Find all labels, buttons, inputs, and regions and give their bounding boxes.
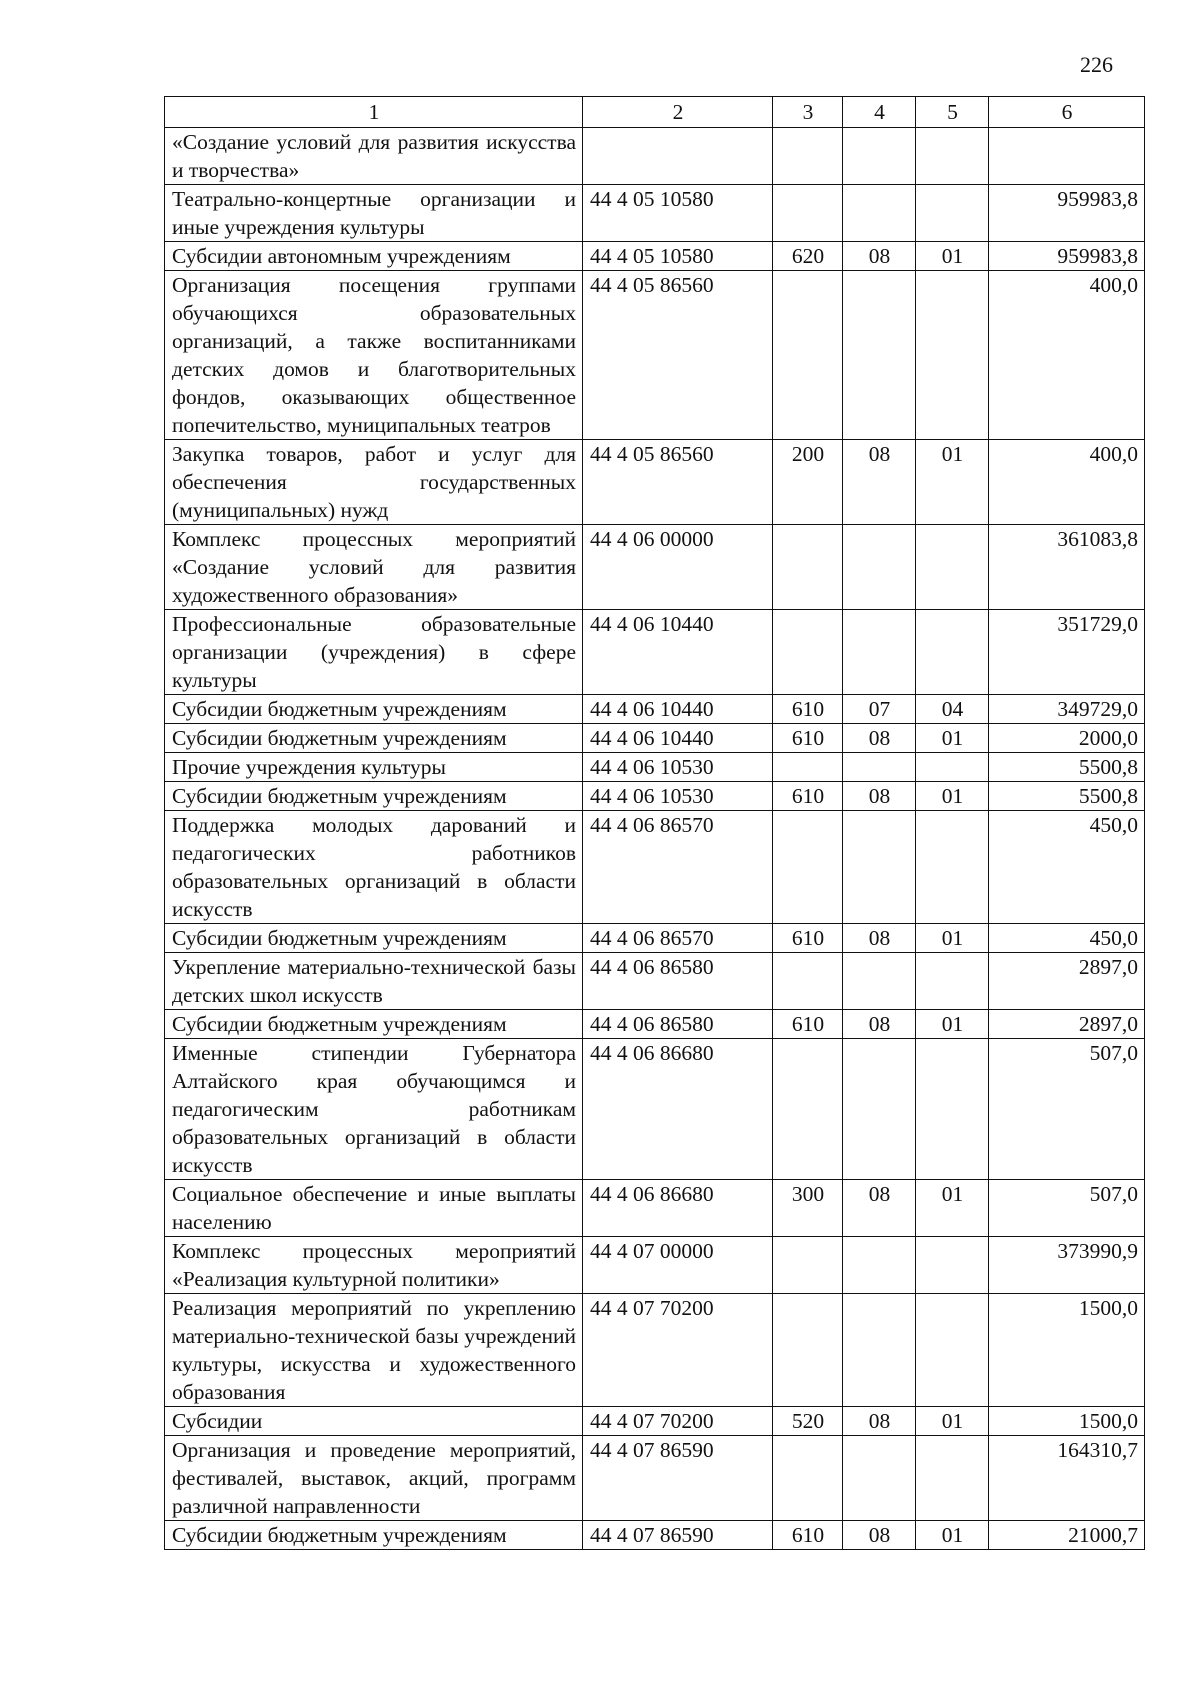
row-amount-cell: 959983,8 bbox=[989, 242, 1145, 271]
row-section-cell bbox=[843, 1436, 916, 1521]
row-section-cell bbox=[843, 753, 916, 782]
row-expense-type-cell bbox=[773, 811, 843, 924]
row-code-cell: 44 4 07 00000 bbox=[583, 1237, 773, 1294]
row-expense-type-cell bbox=[773, 1294, 843, 1407]
row-amount-cell: 21000,7 bbox=[989, 1521, 1145, 1550]
row-name-cell: Поддержка молодых дарований и педагогических работников образовательных организаций в области искусств bbox=[165, 811, 583, 924]
row-expense-type-cell: 610 bbox=[773, 924, 843, 953]
table-row bbox=[165, 1521, 1145, 1550]
row-subsection-cell: 04 bbox=[916, 695, 989, 724]
row-subsection-cell bbox=[916, 1436, 989, 1521]
row-code-cell: 44 4 07 70200 bbox=[583, 1407, 773, 1436]
row-name-cell: Субсидии бюджетным учреждениям bbox=[165, 695, 583, 724]
row-expense-type-cell bbox=[773, 953, 843, 1010]
row-section-cell: 08 bbox=[843, 242, 916, 271]
row-subsection-cell: 01 bbox=[916, 1521, 989, 1550]
row-subsection-cell bbox=[916, 1039, 989, 1180]
table-row bbox=[165, 953, 1145, 1010]
table-body bbox=[165, 128, 1145, 1550]
page-number: 226 bbox=[1080, 52, 1113, 77]
row-code-cell: 44 4 06 86680 bbox=[583, 1180, 773, 1237]
row-amount-cell: 959983,8 bbox=[989, 185, 1145, 242]
row-amount-cell: 361083,8 bbox=[989, 525, 1145, 610]
column-header: 6 bbox=[989, 97, 1145, 128]
row-expense-type-cell bbox=[773, 525, 843, 610]
row-section-cell: 08 bbox=[843, 1407, 916, 1436]
row-section-cell bbox=[843, 811, 916, 924]
row-amount-cell: 450,0 bbox=[989, 924, 1145, 953]
row-code-cell: 44 4 06 10530 bbox=[583, 753, 773, 782]
row-amount-cell: 1500,0 bbox=[989, 1294, 1145, 1407]
row-expense-type-cell bbox=[773, 1237, 843, 1294]
table-row bbox=[165, 128, 1145, 185]
budget-table bbox=[164, 96, 1145, 1550]
row-code-cell: 44 4 06 10440 bbox=[583, 724, 773, 753]
row-code-cell: 44 4 07 86590 bbox=[583, 1521, 773, 1550]
column-header: 4 bbox=[843, 97, 916, 128]
row-subsection-cell bbox=[916, 753, 989, 782]
row-amount-cell: 373990,9 bbox=[989, 1237, 1145, 1294]
row-subsection-cell bbox=[916, 525, 989, 610]
table-row bbox=[165, 724, 1145, 753]
row-name-cell: Субсидии бюджетным учреждениям bbox=[165, 782, 583, 811]
row-code-cell: 44 4 06 86570 bbox=[583, 811, 773, 924]
row-subsection-cell: 01 bbox=[916, 1180, 989, 1237]
row-amount-cell: 450,0 bbox=[989, 811, 1145, 924]
row-code-cell: 44 4 05 86560 bbox=[583, 440, 773, 525]
row-section-cell bbox=[843, 185, 916, 242]
row-expense-type-cell bbox=[773, 128, 843, 185]
row-name-cell: Социальное обеспечение и иные выплаты населению bbox=[165, 1180, 583, 1237]
row-amount-cell: 400,0 bbox=[989, 271, 1145, 440]
row-code-cell bbox=[583, 128, 773, 185]
row-code-cell: 44 4 06 10440 bbox=[583, 695, 773, 724]
table-row bbox=[165, 185, 1145, 242]
row-subsection-cell bbox=[916, 953, 989, 1010]
table-row bbox=[165, 271, 1145, 440]
row-amount-cell: 2000,0 bbox=[989, 724, 1145, 753]
row-name-cell: Именные стипендии Губернатора Алтайского края обучающимся и педагогическим работникам образовательных организаций в области искусств bbox=[165, 1039, 583, 1180]
row-name-cell: Организация посещения группами обучающихся образовательных организаций, а также воспитанниками детских домов и благотворительных фондов, оказывающих общественное попечительство, муниципальных театров bbox=[165, 271, 583, 440]
column-header: 1 bbox=[165, 97, 583, 128]
table-row bbox=[165, 440, 1145, 525]
row-section-cell bbox=[843, 525, 916, 610]
row-code-cell: 44 4 06 86680 bbox=[583, 1039, 773, 1180]
table-row bbox=[165, 753, 1145, 782]
row-amount-cell: 507,0 bbox=[989, 1039, 1145, 1180]
table-row bbox=[165, 1407, 1145, 1436]
row-subsection-cell: 01 bbox=[916, 782, 989, 811]
row-expense-type-cell bbox=[773, 610, 843, 695]
row-subsection-cell bbox=[916, 271, 989, 440]
row-name-cell: «Создание условий для развития искусства и творчества» bbox=[165, 128, 583, 185]
table-row bbox=[165, 1010, 1145, 1039]
row-section-cell: 08 bbox=[843, 724, 916, 753]
table-row bbox=[165, 782, 1145, 811]
row-section-cell bbox=[843, 1237, 916, 1294]
row-name-cell: Комплекс процессных мероприятий «Создание условий для развития художественного образования» bbox=[165, 525, 583, 610]
table-row bbox=[165, 610, 1145, 695]
row-code-cell: 44 4 06 86580 bbox=[583, 953, 773, 1010]
row-section-cell: 08 bbox=[843, 924, 916, 953]
row-expense-type-cell: 610 bbox=[773, 1010, 843, 1039]
row-subsection-cell bbox=[916, 610, 989, 695]
row-amount-cell: 507,0 bbox=[989, 1180, 1145, 1237]
row-code-cell: 44 4 06 00000 bbox=[583, 525, 773, 610]
row-section-cell: 08 bbox=[843, 1010, 916, 1039]
row-subsection-cell: 01 bbox=[916, 924, 989, 953]
row-amount-cell: 400,0 bbox=[989, 440, 1145, 525]
row-amount-cell: 164310,7 bbox=[989, 1436, 1145, 1521]
row-name-cell: Субсидии bbox=[165, 1407, 583, 1436]
row-name-cell: Театрально-концертные организации и иные учреждения культуры bbox=[165, 185, 583, 242]
row-code-cell: 44 4 06 86570 bbox=[583, 924, 773, 953]
row-name-cell: Субсидии бюджетным учреждениям bbox=[165, 724, 583, 753]
row-expense-type-cell bbox=[773, 1436, 843, 1521]
row-expense-type-cell: 610 bbox=[773, 724, 843, 753]
row-section-cell bbox=[843, 1039, 916, 1180]
table-row bbox=[165, 525, 1145, 610]
row-expense-type-cell: 610 bbox=[773, 782, 843, 811]
row-amount-cell: 1500,0 bbox=[989, 1407, 1145, 1436]
row-section-cell: 08 bbox=[843, 782, 916, 811]
table-row bbox=[165, 1039, 1145, 1180]
row-subsection-cell: 01 bbox=[916, 440, 989, 525]
row-amount-cell: 2897,0 bbox=[989, 953, 1145, 1010]
row-section-cell: 08 bbox=[843, 1521, 916, 1550]
row-subsection-cell bbox=[916, 1237, 989, 1294]
table-row bbox=[165, 1180, 1145, 1237]
table-row bbox=[165, 1237, 1145, 1294]
row-name-cell: Организация и проведение мероприятий, фестивалей, выставок, акций, программ различной направленности bbox=[165, 1436, 583, 1521]
column-header: 2 bbox=[583, 97, 773, 128]
row-name-cell: Субсидии бюджетным учреждениям bbox=[165, 924, 583, 953]
row-section-cell bbox=[843, 1294, 916, 1407]
row-expense-type-cell: 610 bbox=[773, 695, 843, 724]
row-code-cell: 44 4 07 86590 bbox=[583, 1436, 773, 1521]
column-header: 3 bbox=[773, 97, 843, 128]
row-subsection-cell bbox=[916, 185, 989, 242]
table-header-row bbox=[165, 97, 1145, 128]
row-name-cell: Субсидии бюджетным учреждениям bbox=[165, 1010, 583, 1039]
row-amount-cell: 2897,0 bbox=[989, 1010, 1145, 1039]
row-subsection-cell bbox=[916, 128, 989, 185]
row-subsection-cell: 01 bbox=[916, 1407, 989, 1436]
row-expense-type-cell: 300 bbox=[773, 1180, 843, 1237]
row-amount-cell: 5500,8 bbox=[989, 782, 1145, 811]
row-name-cell: Укрепление материально-технической базы детских школ искусств bbox=[165, 953, 583, 1010]
row-name-cell: Субсидии бюджетным учреждениям bbox=[165, 1521, 583, 1550]
row-name-cell: Профессиональные образовательные организации (учреждения) в сфере культуры bbox=[165, 610, 583, 695]
row-name-cell: Реализация мероприятий по укреплению материально-технической базы учреждений культуры, искусства и художественного образования bbox=[165, 1294, 583, 1407]
row-code-cell: 44 4 06 86580 bbox=[583, 1010, 773, 1039]
row-name-cell: Субсидии автономным учреждениям bbox=[165, 242, 583, 271]
row-section-cell: 07 bbox=[843, 695, 916, 724]
row-code-cell: 44 4 05 10580 bbox=[583, 185, 773, 242]
row-section-cell: 08 bbox=[843, 440, 916, 525]
row-amount-cell: 351729,0 bbox=[989, 610, 1145, 695]
table-row bbox=[165, 811, 1145, 924]
row-section-cell bbox=[843, 953, 916, 1010]
row-name-cell: Прочие учреждения культуры bbox=[165, 753, 583, 782]
table-row bbox=[165, 1294, 1145, 1407]
row-code-cell: 44 4 05 86560 bbox=[583, 271, 773, 440]
table-row bbox=[165, 242, 1145, 271]
row-code-cell: 44 4 05 10580 bbox=[583, 242, 773, 271]
table-row bbox=[165, 695, 1145, 724]
row-subsection-cell bbox=[916, 811, 989, 924]
row-expense-type-cell: 520 bbox=[773, 1407, 843, 1436]
row-subsection-cell: 01 bbox=[916, 724, 989, 753]
row-expense-type-cell: 200 bbox=[773, 440, 843, 525]
row-expense-type-cell: 620 bbox=[773, 242, 843, 271]
row-expense-type-cell bbox=[773, 185, 843, 242]
row-expense-type-cell bbox=[773, 1039, 843, 1180]
row-name-cell: Закупка товаров, работ и услуг для обеспечения государственных (муниципальных) нужд bbox=[165, 440, 583, 525]
row-section-cell bbox=[843, 271, 916, 440]
row-subsection-cell bbox=[916, 1294, 989, 1407]
row-section-cell bbox=[843, 610, 916, 695]
row-code-cell: 44 4 06 10440 bbox=[583, 610, 773, 695]
row-expense-type-cell: 610 bbox=[773, 1521, 843, 1550]
row-subsection-cell: 01 bbox=[916, 242, 989, 271]
row-code-cell: 44 4 06 10530 bbox=[583, 782, 773, 811]
row-subsection-cell: 01 bbox=[916, 1010, 989, 1039]
row-expense-type-cell bbox=[773, 753, 843, 782]
row-expense-type-cell bbox=[773, 271, 843, 440]
table-row bbox=[165, 924, 1145, 953]
row-amount-cell: 5500,8 bbox=[989, 753, 1145, 782]
row-section-cell bbox=[843, 128, 916, 185]
row-code-cell: 44 4 07 70200 bbox=[583, 1294, 773, 1407]
row-section-cell: 08 bbox=[843, 1180, 916, 1237]
column-header: 5 bbox=[916, 97, 989, 128]
row-amount-cell bbox=[989, 128, 1145, 185]
row-name-cell: Комплекс процессных мероприятий «Реализация культурной политики» bbox=[165, 1237, 583, 1294]
table-row bbox=[165, 1436, 1145, 1521]
row-amount-cell: 349729,0 bbox=[989, 695, 1145, 724]
